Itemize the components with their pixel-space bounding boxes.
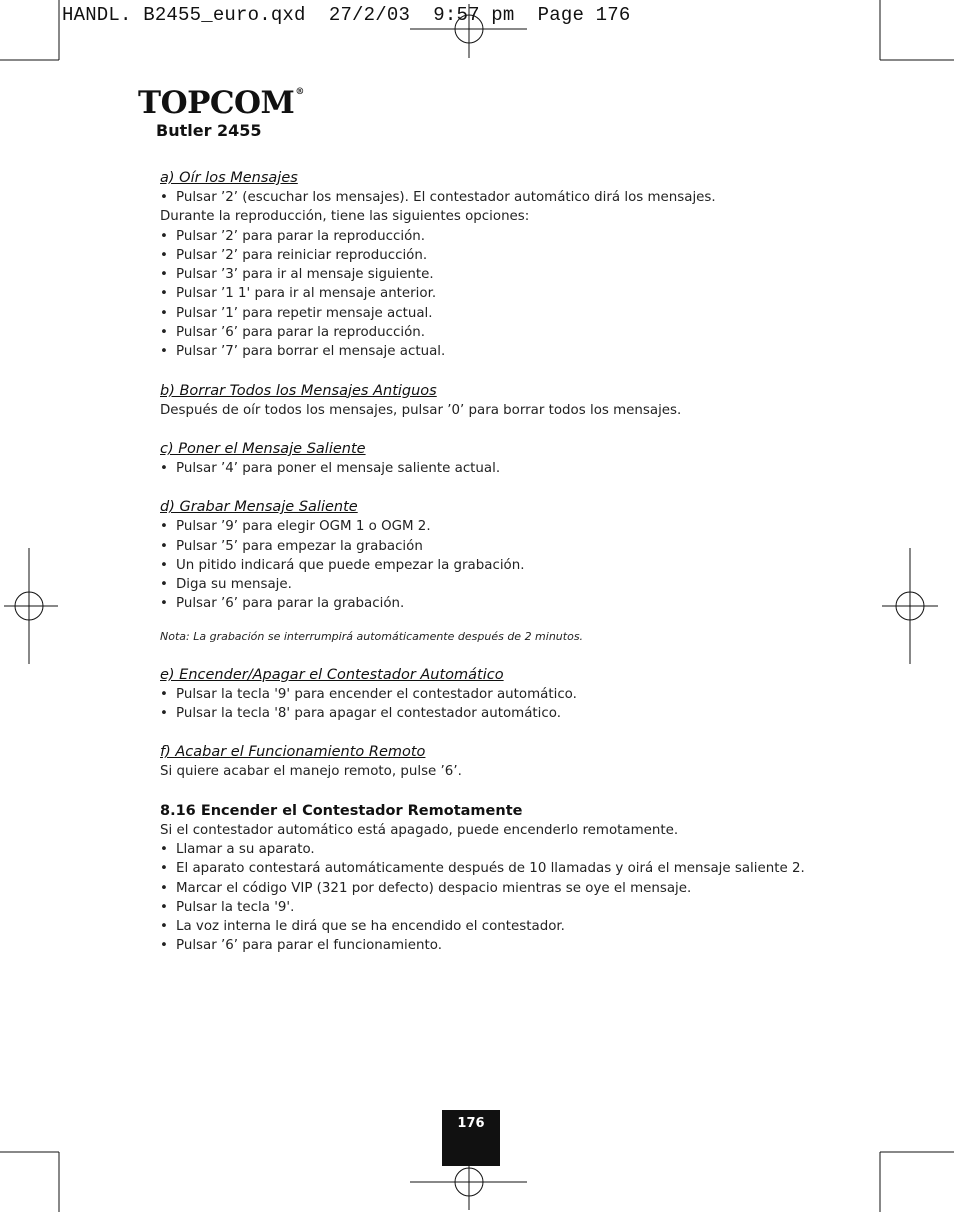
line-text: Pulsar ’2’ (escuchar los mensajes). El contestador automático dirá los mensajes. (176, 190, 716, 205)
section-heading: a) Oír los Mensajes (160, 170, 298, 186)
bullet-item (160, 459, 850, 478)
bullet-item (160, 898, 850, 917)
line-text: Pulsar ’6’ para parar la grabación. (176, 596, 405, 612)
bullet-item (160, 917, 850, 936)
line-text: Pulsar ’7’ para borrar el mensaje actual. (176, 344, 446, 360)
line-text: Pulsar la tecla '8' para apagar el contestador automático. (176, 706, 561, 722)
model-name: Butler 2455 (156, 121, 262, 140)
bullet-item (160, 840, 850, 859)
bullet-item (160, 246, 850, 265)
section-0 (160, 168, 850, 362)
section-3 (160, 497, 850, 613)
page-number-box (442, 1110, 500, 1166)
line-text: Pulsar la tecla '9' para encender el contestador automático. (176, 686, 577, 702)
manual-content (160, 168, 850, 975)
line-text: Pulsar ’3’ para ir al mensaje siguiente. (176, 267, 434, 283)
section-heading: d) Grabar Mensaje Saliente (160, 499, 358, 516)
section-5 (160, 742, 850, 781)
bullet-item (160, 537, 850, 556)
line-text: Si quiere acabar el manejo remoto, pulse ’6’. (160, 764, 462, 780)
bullet-item (160, 188, 850, 207)
line-text: Un pitido indicará que puede empezar la grabación. (176, 557, 525, 573)
bullet-item (160, 685, 850, 704)
line-text: La voz interna le dirá que se ha encendido el contestador. (176, 919, 565, 935)
line-text: Durante la reproducción, tiene las siguientes opciones: (160, 209, 530, 225)
bullet-item (160, 227, 850, 246)
paragraph-line (160, 762, 850, 781)
paragraph-line (160, 821, 850, 840)
line-text: Si el contestador automático está apagado, puede encenderlo remotamente. (160, 822, 679, 838)
line-text: Después de oír todos los mensajes, pulsar ’0’ para borrar todos los mensajes. (160, 402, 682, 418)
section-6 (160, 801, 850, 956)
section-1 (160, 381, 850, 420)
section-heading: e) Encender/Apagar el Contestador Automático (160, 666, 504, 683)
line-text: Pulsar ’4’ para poner el mensaje saliente actual. (176, 460, 501, 476)
print-slug: HANDL. B2455_euro.qxd 27/2/03 9:57 pm Page 176 (62, 4, 631, 26)
line-text: Pulsar ’9’ para elegir OGM 1 o OGM 2. (176, 519, 431, 535)
registration-mark-top (410, 4, 527, 58)
page-number: 176 (457, 1116, 485, 1131)
paragraph-line (160, 401, 850, 420)
bullet-item (160, 265, 850, 284)
section-heading: f) Acabar el Funcionamiento Remoto (160, 744, 426, 761)
note-text: Nota: La grabación se interrumpirá automáticamente después de 2 minutos. (160, 629, 584, 643)
bullet-item (160, 594, 850, 613)
brand-name: TOPCOM (138, 85, 295, 121)
bullet-item (160, 575, 850, 594)
line-text: Marcar el código VIP (321 por defecto) despacio mientras se oye el mensaje. (176, 880, 692, 896)
line-text: Pulsar ’2’ para parar la reproducción. (176, 228, 426, 244)
bullet-item (160, 517, 850, 536)
line-text: Pulsar ’1’ para repetir mensaje actual. (176, 305, 433, 321)
bullet-item (160, 936, 850, 955)
registered-mark: ® (295, 87, 304, 97)
line-text: Pulsar ’1 1' para ir al mensaje anterior. (176, 286, 437, 302)
registration-mark-right (882, 548, 938, 664)
line-text: Pulsar ’6’ para parar el funcionamiento. (176, 938, 442, 954)
topcom-logo (138, 85, 304, 121)
bullet-item (160, 556, 850, 575)
line-text: Pulsar ’2’ para reiniciar reproducción. (176, 247, 428, 263)
section-heading: 8.16 Encender el Contestador Remotamente (160, 802, 523, 819)
bullet-item (160, 704, 850, 723)
line-text: Diga su mensaje. (176, 577, 292, 593)
line-text: Pulsar la tecla '9'. (176, 899, 295, 915)
paragraph-line (160, 207, 850, 226)
section-heading: c) Poner el Mensaje Saliente (160, 440, 366, 457)
bullet-item (160, 304, 850, 323)
bullet-item (160, 879, 850, 898)
line-text: Pulsar ’5’ para empezar la grabación (176, 538, 423, 554)
section-4 (160, 665, 850, 724)
line-text: El aparato contestará automáticamente después de 10 llamadas y oirá el mensaje saliente 2. (176, 861, 805, 877)
line-text: Pulsar ’6’ para parar la reproducción. (176, 325, 426, 341)
bullet-item (160, 323, 850, 342)
section-2 (160, 439, 850, 478)
section-heading: b) Borrar Todos los Mensajes Antiguos (160, 382, 437, 399)
registration-mark-left (4, 548, 58, 664)
bullet-item (160, 859, 850, 878)
line-text: Llamar a su aparato. (176, 841, 315, 857)
bullet-item (160, 284, 850, 303)
bullet-item (160, 342, 850, 361)
